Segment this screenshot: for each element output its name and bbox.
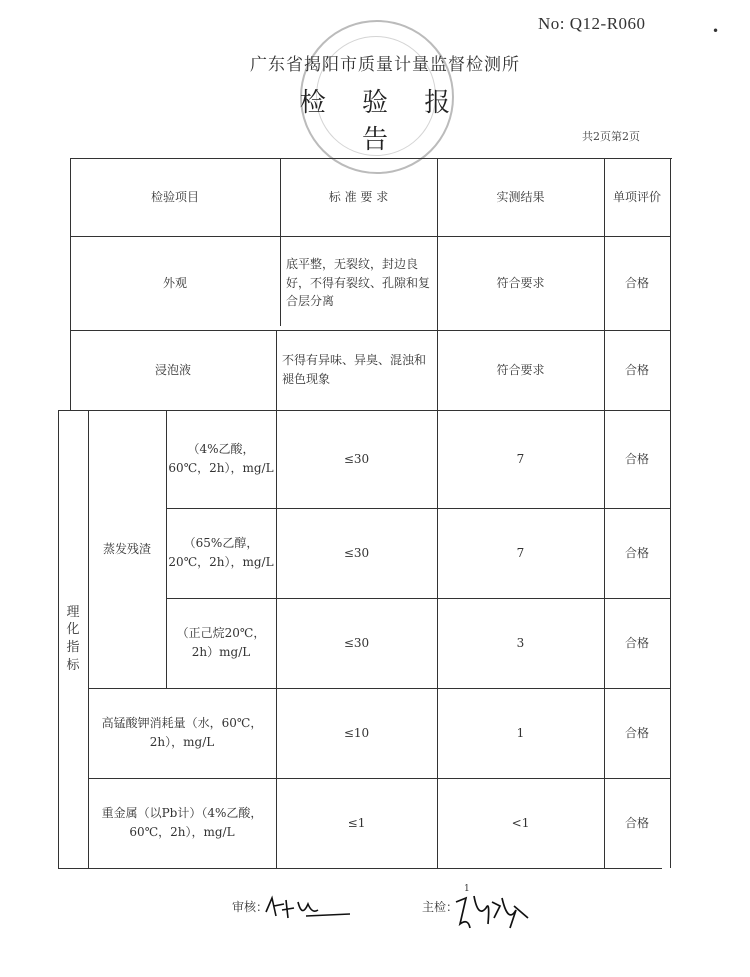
ethanol65-condition: （65%乙醇，20℃，2h），mg/L (168, 536, 274, 569)
kmno4-standard: ≤10 (343, 725, 370, 740)
reviewer-label: 审核： (232, 900, 269, 914)
appearance-standard: 底平整，无裂纹，封边良好，不得有裂纹、孔隙和复合层分离 (286, 257, 431, 309)
table-border-right (670, 158, 671, 868)
ethanol65-standard: ≤30 (343, 545, 370, 560)
hexane-standard: ≤30 (343, 635, 370, 650)
inspector-signature (452, 888, 532, 936)
evaporation-residue-label: 蒸发残渣 (102, 541, 151, 556)
acetic4-condition: （4%乙酸，60℃，2h），mg/L (168, 442, 274, 475)
appearance-item: 外观 (162, 275, 187, 290)
kmno4-item: 高锰酸钾消耗量（水，60℃，2h），mg/L (101, 716, 263, 749)
acetic4-verdict: 合格 (624, 451, 649, 466)
acetic4-standard: ≤30 (343, 451, 370, 466)
inspector-label: 主检： (422, 900, 459, 914)
institute-name: 广东省揭阳市质量计量监督检测所 (250, 55, 520, 75)
header-result: 实测结果 (496, 189, 545, 204)
physchem-group-label: 理化指标 (66, 604, 80, 673)
ethanol65-result: 7 (516, 545, 525, 560)
header-standard: 标 准 要 求 (328, 189, 389, 204)
kmno4-result: 1 (516, 725, 525, 740)
heavy-metal-result: <1 (511, 815, 530, 830)
soak-standard: 不得有异味、异臭、混浊和褪色现象 (282, 353, 427, 386)
heavy-metal-verdict: 合格 (624, 815, 649, 830)
physchem-group-label-cell (58, 410, 88, 868)
soak-result: 符合要求 (496, 362, 545, 377)
header-item: 检验项目 (150, 189, 199, 204)
col-line (166, 410, 167, 688)
soak-verdict: 合格 (624, 362, 649, 377)
hexane-verdict: 合格 (624, 635, 649, 650)
heavy-metal-standard: ≤1 (347, 815, 366, 830)
hexane-result: 3 (516, 635, 525, 650)
hexane-condition: （正己烷20℃，2h）mg/L (176, 626, 266, 659)
page-info: 共2页第2页 (582, 130, 640, 143)
heavy-metal-item: 重金属（以Pb计）（4%乙酸，60℃，2h），mg/L (101, 806, 263, 839)
kmno4-verdict: 合格 (624, 725, 649, 740)
header-verdict: 单项评价 (612, 189, 661, 204)
report-title: 检 验 报 告 (299, 88, 465, 155)
acetic4-result: 7 (516, 451, 525, 466)
table-border-bottom (58, 868, 662, 869)
appearance-verdict: 合格 (624, 275, 649, 290)
soak-item: 浸泡液 (154, 362, 191, 377)
reviewer-signature (262, 890, 352, 924)
dot-mark: • (712, 24, 720, 38)
document-number: No: Q12-R060 (538, 14, 646, 33)
appearance-result: 符合要求 (496, 275, 545, 290)
inspector-mark: 1 (464, 884, 470, 894)
ethanol65-verdict: 合格 (624, 545, 649, 560)
